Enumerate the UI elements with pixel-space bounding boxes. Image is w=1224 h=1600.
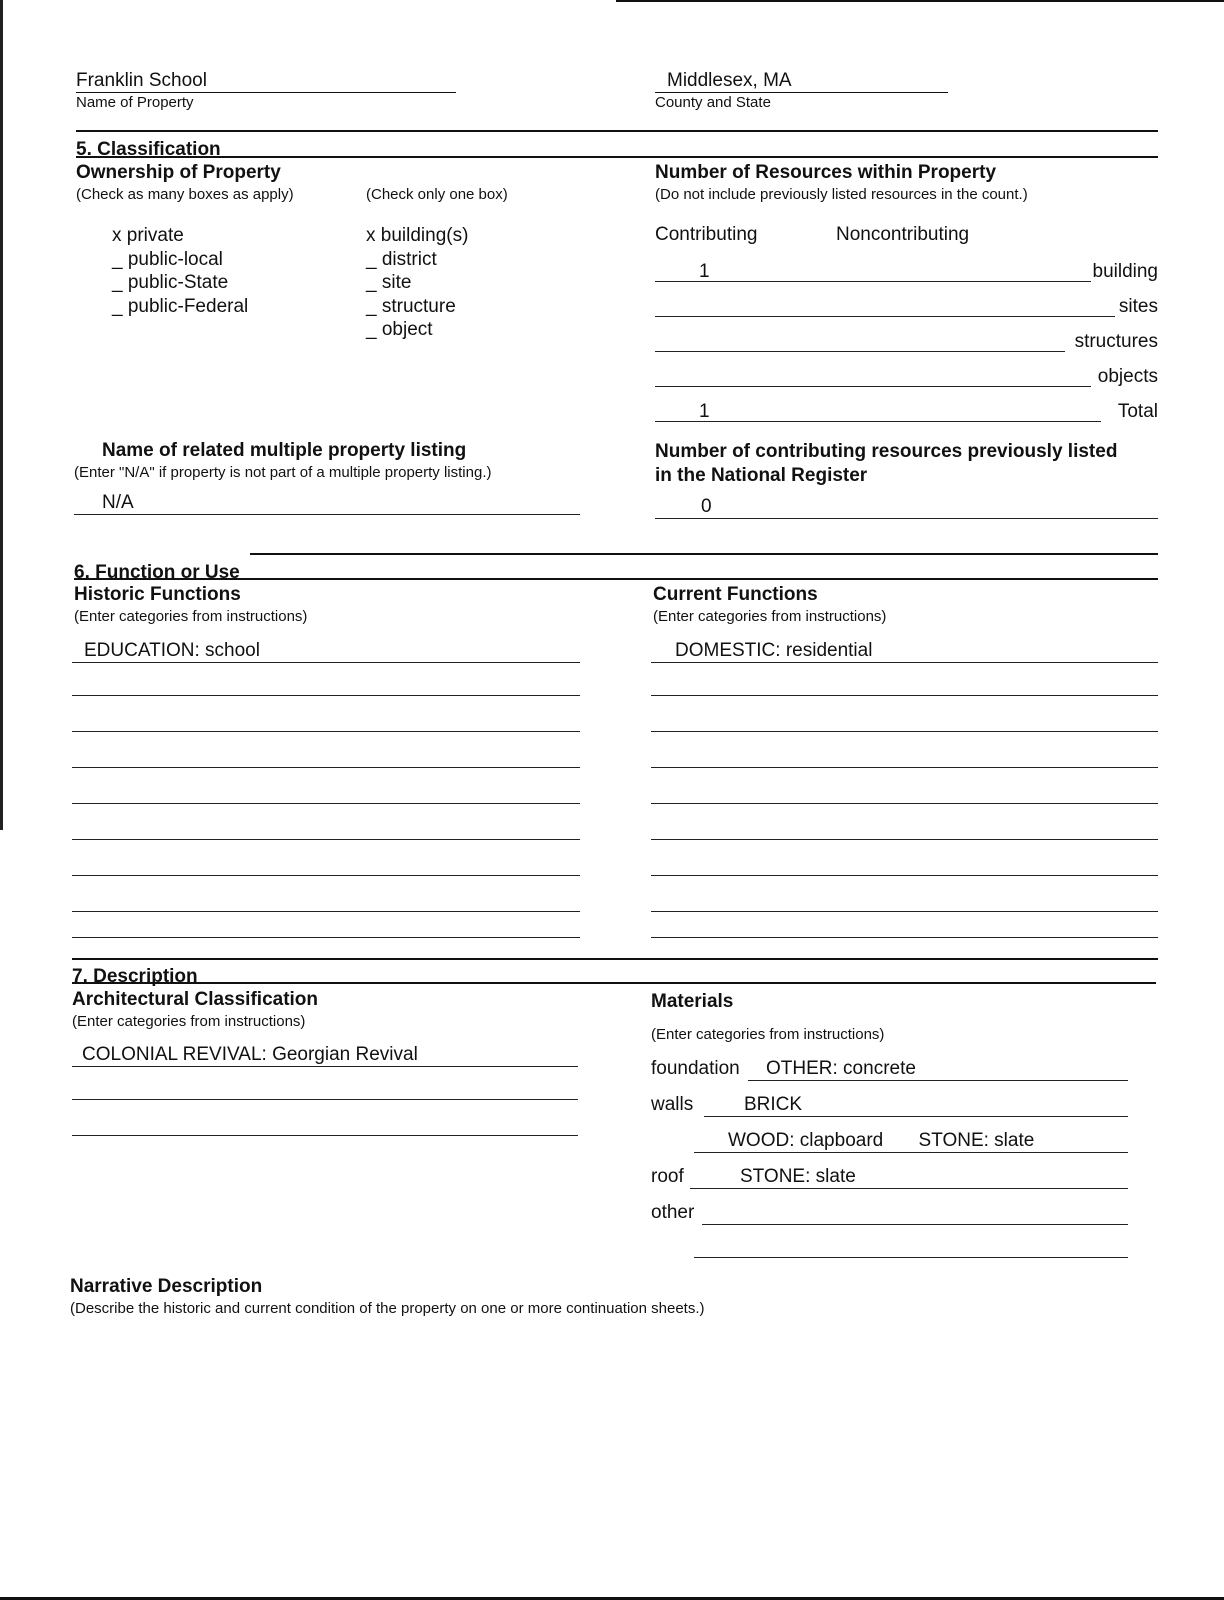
county-state-value: Middlesex, MA [667,70,792,91]
ownership-heading: Ownership of Property [76,162,281,183]
walls-label: walls [651,1094,694,1115]
roof-field[interactable] [690,1166,1128,1189]
current-function-line[interactable] [651,695,1158,696]
historic-function-line[interactable] [72,803,580,804]
resource-line [655,421,1101,422]
roof-value: STONE: slate [740,1166,856,1187]
historic-function-line[interactable] [72,767,580,768]
option-label: structure [381,295,456,317]
resource-label: objects [1097,366,1158,387]
resource-row-objects[interactable] [655,364,1158,388]
noncontributing-header: Noncontributing [836,224,970,245]
ownership-options [112,224,248,318]
resource-line [655,386,1091,387]
checkbox-mark: _ [366,272,377,293]
option-label: object [381,319,433,340]
resource-row-building[interactable] [655,259,1158,283]
previously-listed-value: 0 [701,496,712,517]
architectural-classification-value: COLONIAL REVIVAL: Georgian Revival [82,1044,418,1065]
option-label: site [381,272,412,293]
category-instructions: (Check only one box) [366,186,508,203]
current-function-line[interactable] [651,875,1158,876]
option-label: public-Federal [127,295,249,317]
current-function-line[interactable] [651,767,1158,768]
section-5-title: 5. Classification [76,139,221,160]
previously-listed-heading-line1: Number of contributing resources previously listed [655,441,1118,462]
walls-field-2[interactable] [694,1130,1128,1153]
roof-label: roof [651,1166,684,1187]
foundation-value: OTHER: concrete [766,1058,916,1079]
resource-label: Total [1117,401,1158,422]
category-option-structure[interactable] [366,295,468,319]
current-functions-instructions: (Enter categories from instructions) [653,608,887,625]
property-name-caption: Name of Property [76,94,194,111]
walls-value-wood: WOOD: clapboard [728,1130,884,1151]
historic-function-value: EDUCATION: school [84,640,260,661]
category-option-object[interactable] [366,318,468,342]
other-label: other [651,1202,695,1223]
narrative-heading: Narrative Description [70,1276,263,1297]
option-label: district [381,248,437,270]
historic-function-line[interactable] [72,839,580,840]
materials-heading: Materials [651,991,734,1012]
foundation-field[interactable] [748,1058,1128,1081]
scan-edge [0,0,3,830]
historic-function-line[interactable] [72,695,580,696]
resources-heading: Number of Resources within Property [655,162,997,183]
walls-value-stone: STONE: slate [918,1130,1035,1151]
category-option-site[interactable] [366,271,468,295]
option-label: private [126,225,184,246]
other-field[interactable] [702,1202,1128,1225]
current-functions-heading: Current Functions [653,584,818,605]
resource-label: sites [1118,296,1158,317]
contributing-header: Contributing [655,224,758,245]
historic-function-line[interactable] [72,911,580,912]
property-name-value: Franklin School [76,70,207,91]
divider [72,982,1156,984]
current-function-line[interactable] [651,937,1158,938]
architectural-classification-field[interactable] [72,1044,578,1067]
checkbox-mark: x [366,225,376,246]
section-7-title: 7. Description [72,966,198,987]
foundation-label: foundation [651,1058,740,1079]
contributing-count: 1 [699,261,710,282]
category-options [366,224,468,342]
previously-listed-heading [655,440,1117,488]
resource-line [655,316,1115,317]
other-line[interactable] [694,1257,1128,1258]
walls-value: BRICK [744,1094,803,1115]
section-6-title: 6. Function or Use [74,562,240,583]
resource-row-structures[interactable] [655,329,1158,353]
checkbox-mark: _ [112,248,123,270]
resource-label: structures [1074,331,1158,352]
divider [76,130,1158,132]
narrative-instructions: (Describe the historic and current condition of the property on one or more continuation sheets.) [70,1300,705,1317]
county-state-caption: County and State [655,94,771,111]
related-listing-heading: Name of related multiple property listing [102,440,467,461]
ownership-option-private[interactable] [112,224,248,248]
current-function-line[interactable] [651,731,1158,732]
checkbox-mark: _ [366,295,377,317]
related-listing-value: N/A [102,492,134,513]
previously-listed-heading-line2: in the National Register [655,465,868,486]
category-option-district[interactable] [366,248,468,272]
ownership-option-public-federal[interactable] [112,295,248,319]
divider [74,578,1158,580]
current-function-line[interactable] [651,911,1158,912]
property-name-field[interactable] [76,70,456,93]
current-function-line[interactable] [651,839,1158,840]
checkbox-mark: _ [366,319,377,340]
related-listing-field[interactable] [74,492,580,515]
divider [72,958,1158,960]
checkbox-mark: _ [112,295,123,317]
resource-label: building [1092,261,1158,282]
resource-line [655,281,1091,282]
historic-functions-instructions: (Enter categories from instructions) [74,608,308,625]
resource-row-sites[interactable] [655,294,1158,318]
architectural-classification-line[interactable] [72,1099,578,1100]
ownership-instructions: (Check as many boxes as apply) [76,186,294,203]
county-state-field[interactable] [655,70,948,93]
divider [250,553,1158,555]
ownership-option-public-state[interactable] [112,271,248,295]
walls-field[interactable] [704,1094,1128,1117]
checkbox-mark: _ [366,248,377,270]
option-label: public-local [127,248,223,270]
current-function-field[interactable] [651,640,1158,663]
historic-function-line[interactable] [72,731,580,732]
architectural-classification-line[interactable] [72,1135,578,1136]
historic-function-line[interactable] [72,875,580,876]
current-function-line[interactable] [651,803,1158,804]
checkbox-mark: x [112,225,122,246]
resources-instructions: (Do not include previously listed resources in the count.) [655,186,1028,203]
checkbox-mark: _ [112,272,123,293]
scan-edge [616,0,1224,2]
related-listing-instructions: (Enter "N/A" if property is not part of a multiple property listing.) [74,464,492,481]
resource-line [655,351,1065,352]
category-option-building[interactable] [366,224,468,248]
divider [76,156,1158,158]
materials-instructions: (Enter categories from instructions) [651,1026,885,1043]
option-label: public-State [127,272,229,293]
historic-function-field[interactable] [72,640,580,663]
previously-listed-field[interactable] [655,496,1158,519]
architectural-classification-heading: Architectural Classification [72,989,319,1010]
historic-function-line[interactable] [72,937,580,938]
ownership-option-public-local[interactable] [112,248,248,272]
option-label: building(s) [380,225,469,246]
historic-functions-heading: Historic Functions [74,584,241,605]
resource-row-total[interactable] [655,399,1158,423]
architectural-classification-instructions: (Enter categories from instructions) [72,1013,306,1030]
current-function-value: DOMESTIC: residential [675,640,873,661]
contributing-count: 1 [699,401,710,422]
